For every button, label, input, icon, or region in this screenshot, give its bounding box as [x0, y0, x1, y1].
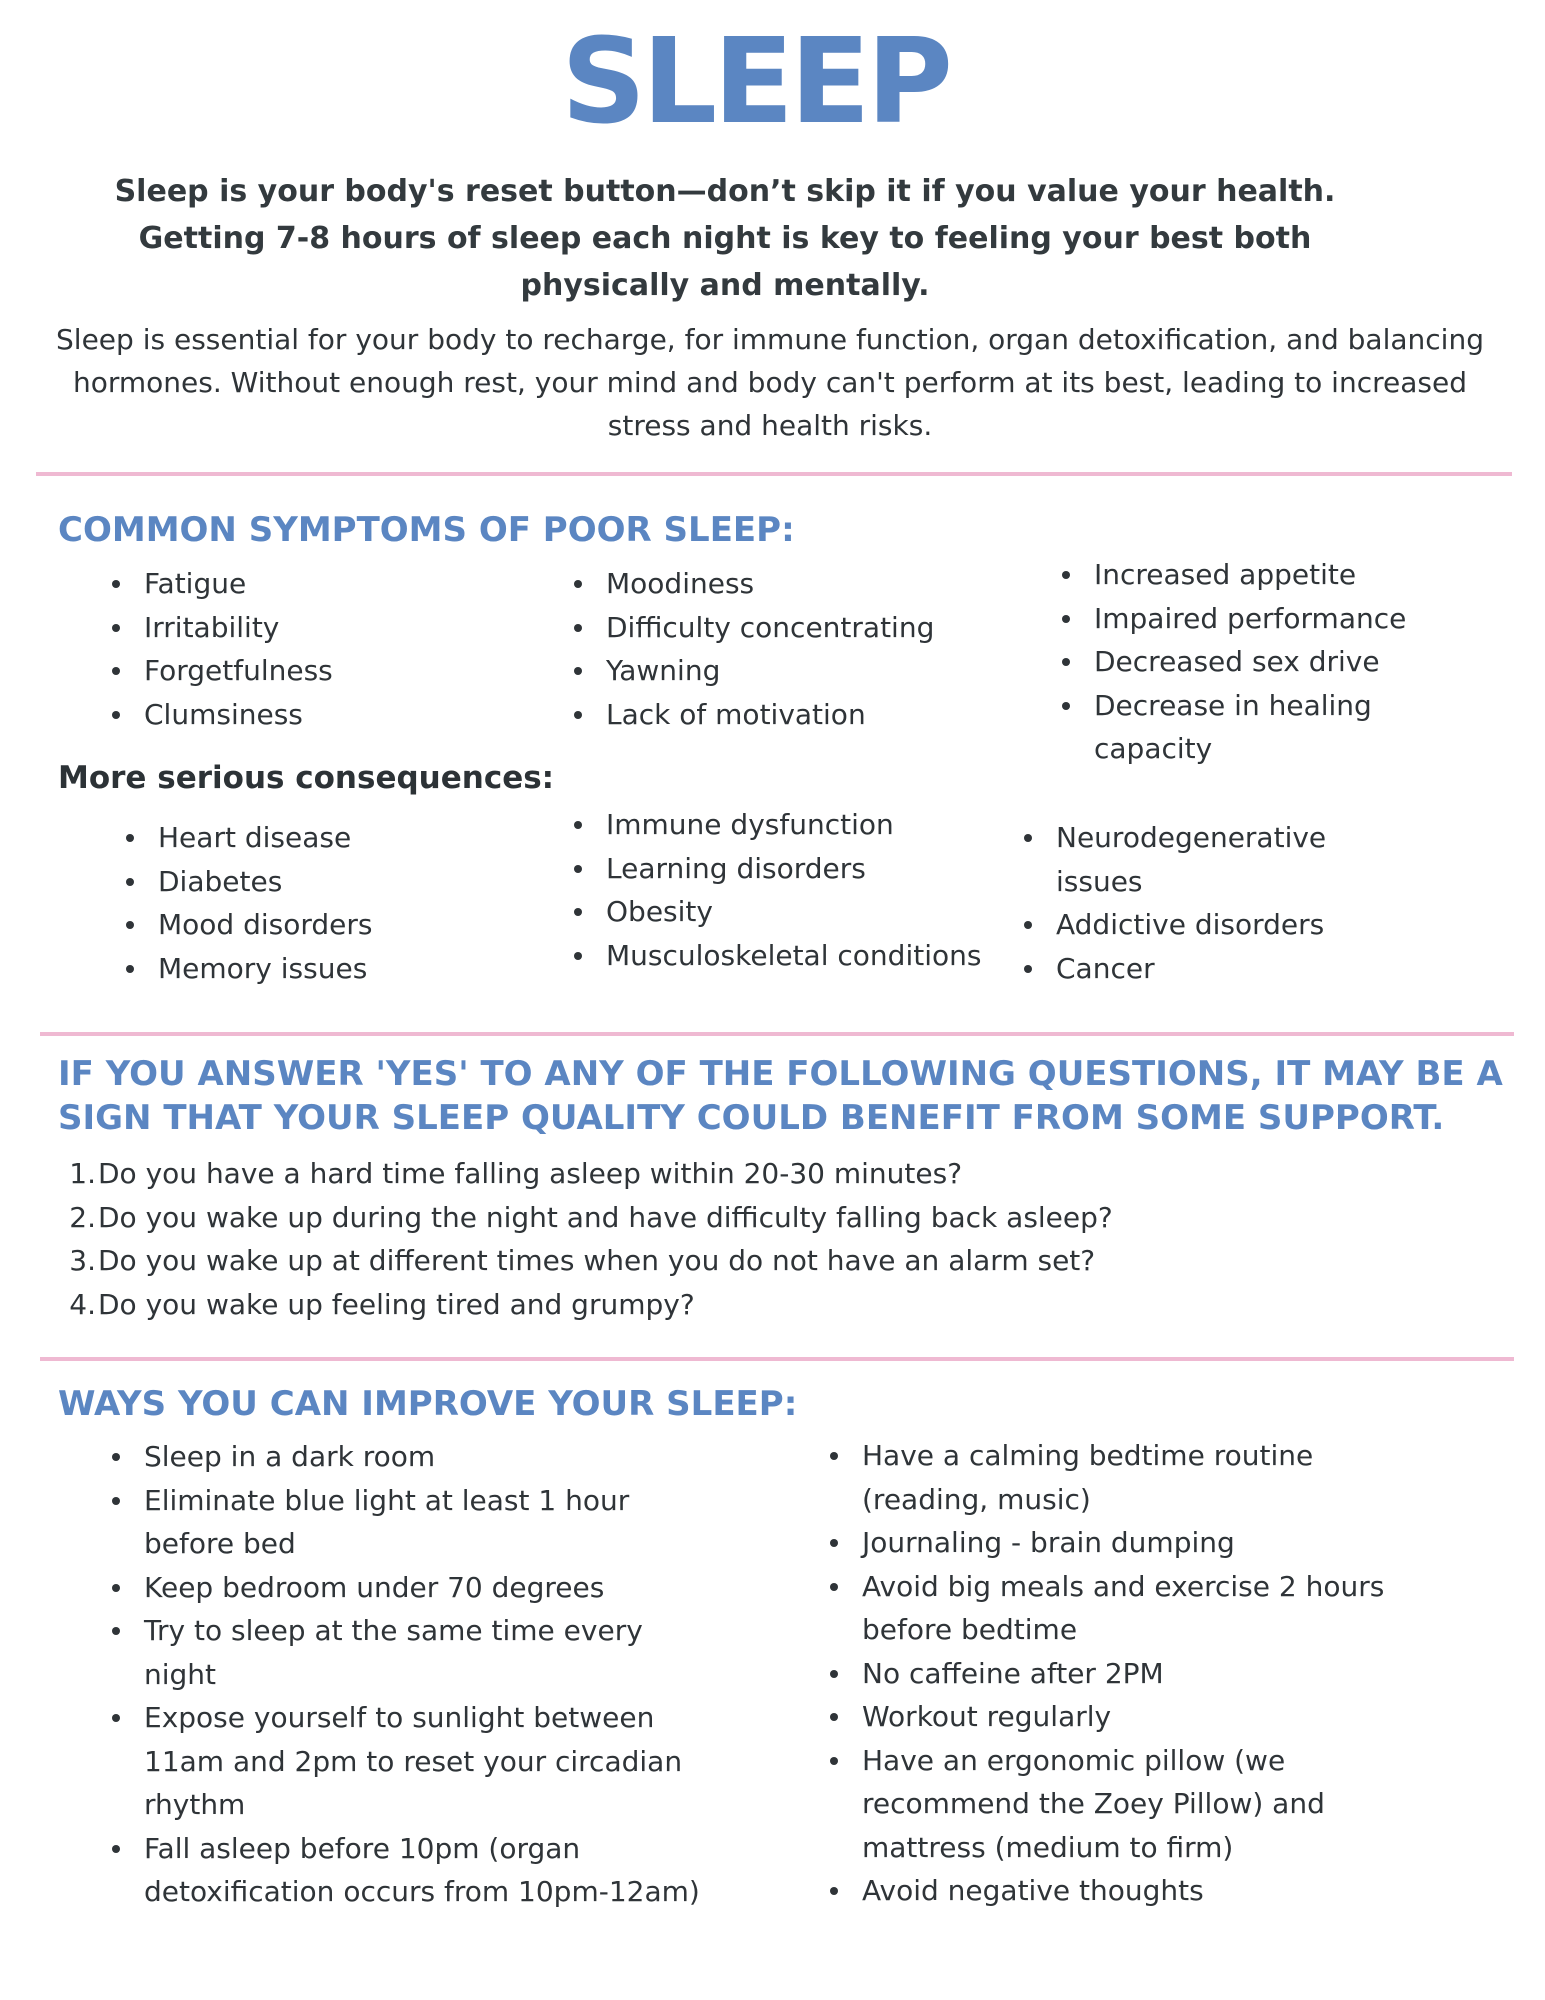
- list-item: Mood disorders: [122, 903, 542, 947]
- consequences-list-col3: [1020, 816, 1350, 990]
- question-number: 2.: [69, 1200, 96, 1234]
- list-item: Fatigue: [108, 562, 538, 606]
- list-item: Keep bedroom under 70 degrees: [108, 1566, 708, 1610]
- question-number: 1.: [69, 1157, 96, 1190]
- question-text: Do you wake up feeling tired and grumpy?: [98, 1287, 695, 1321]
- question-text: Do you have a hard time falling asleep within 20-30 minutes?: [98, 1157, 963, 1190]
- list-item: Musculoskeletal conditions: [570, 934, 990, 978]
- question-text: Do you wake up at different times when you do not have an alarm set?: [98, 1244, 1096, 1277]
- list-item: Memory issues: [122, 947, 542, 991]
- list-item: Forgetfulness: [108, 649, 538, 693]
- improve-list-col2: [826, 1434, 1406, 1913]
- list-item: Obesity: [570, 890, 990, 934]
- question-number: 4.: [69, 1287, 96, 1321]
- list-item: Have an ergonomic pillow (we recommend the Zoey Pillow) and mattress (medium to firm): [826, 1739, 1406, 1870]
- list-item: Sleep in a dark room: [108, 1435, 708, 1479]
- list-item: [58, 1196, 1478, 1240]
- questions-heading: IF YOU ANSWER 'YES' TO ANY OF THE FOLLOWING QUESTIONS, IT MAY BE A SIGN THAT YOUR SLEEP QUALITY COULD BENEFIT FROM SOME SUPPORT.: [58, 1054, 1503, 1138]
- question-text: Do you wake up during the night and have difficulty falling back asleep?: [98, 1200, 1113, 1234]
- questions-list: [58, 1152, 1478, 1326]
- list-item: No caffeine after 2PM: [826, 1652, 1406, 1696]
- question-number: 3.: [69, 1244, 96, 1277]
- list-item: Addictive disorders: [1020, 903, 1350, 947]
- list-item: Clumsiness: [108, 693, 538, 737]
- list-item: Expose yourself to sunlight between 11am and 2pm to reset your circadian rhythm: [108, 1696, 708, 1827]
- consequences-list-col2: [570, 803, 990, 977]
- list-item: Journaling - brain dumping: [826, 1521, 1406, 1565]
- list-item: Cancer: [1020, 947, 1350, 991]
- consequences-list-col1: [122, 816, 542, 990]
- lead-statement: Sleep is your body's reset button—don’t skip it if you value your health. Getting 7-8 hours of sleep each night is key to feeling your best both physically and mentally.: [114, 174, 1336, 303]
- list-item: Increased appetite: [1058, 553, 1438, 597]
- symptoms-list-col2: [570, 562, 1040, 736]
- list-item: Impaired performance: [1058, 597, 1438, 641]
- list-item: Decrease in healing capacity: [1058, 684, 1438, 771]
- list-item: [58, 1239, 1478, 1283]
- divider-3: [40, 1357, 1514, 1361]
- symptoms-heading: COMMON SYMPTOMS OF POOR SLEEP:: [58, 510, 795, 550]
- list-item: Try to sleep at the same time every night: [108, 1609, 708, 1696]
- list-item: Decreased sex drive: [1058, 640, 1438, 684]
- divider-2: [40, 1032, 1514, 1036]
- list-item: Neurodegenerative issues: [1020, 816, 1350, 903]
- list-item: Avoid big meals and exercise 2 hours before bedtime: [826, 1565, 1406, 1652]
- divider-1: [36, 472, 1512, 476]
- list-item: Immune dysfunction: [570, 803, 990, 847]
- list-item: Workout regularly: [826, 1695, 1406, 1739]
- list-item: Difficulty concentrating: [570, 606, 1040, 650]
- list-item: [58, 1283, 1478, 1327]
- improve-list-col1: [108, 1435, 708, 1914]
- list-item: Moodiness: [570, 562, 1040, 606]
- list-item: Heart disease: [122, 816, 542, 860]
- list-item: Learning disorders: [570, 847, 990, 891]
- list-item: Lack of motivation: [570, 693, 1040, 737]
- improve-heading: WAYS YOU CAN IMPROVE YOUR SLEEP:: [58, 1384, 798, 1424]
- symptoms-list-col3: [1058, 553, 1438, 771]
- list-item: Have a calming bedtime routine (reading, music): [826, 1434, 1406, 1521]
- list-item: Irritability: [108, 606, 538, 650]
- list-item: Yawning: [570, 649, 1040, 693]
- list-item: Fall asleep before 10pm (organ detoxification occurs from 10pm-12am): [108, 1827, 708, 1914]
- list-item: Eliminate blue light at least 1 hour before bed: [108, 1479, 708, 1566]
- intro-paragraph: Sleep is essential for your body to recharge, for immune function, organ detoxification, and balancing hormones. Without enough rest, your mind and body can't perform at its best, leading to increased stress and health risks.: [56, 323, 1484, 442]
- consequences-heading: More serious consequences:: [58, 760, 555, 796]
- list-item: Diabetes: [122, 860, 542, 904]
- list-item: Avoid negative thoughts: [826, 1869, 1406, 1913]
- list-item: [58, 1152, 1478, 1196]
- symptoms-list-col1: [108, 562, 538, 736]
- page-title: SLEEP: [561, 12, 949, 150]
